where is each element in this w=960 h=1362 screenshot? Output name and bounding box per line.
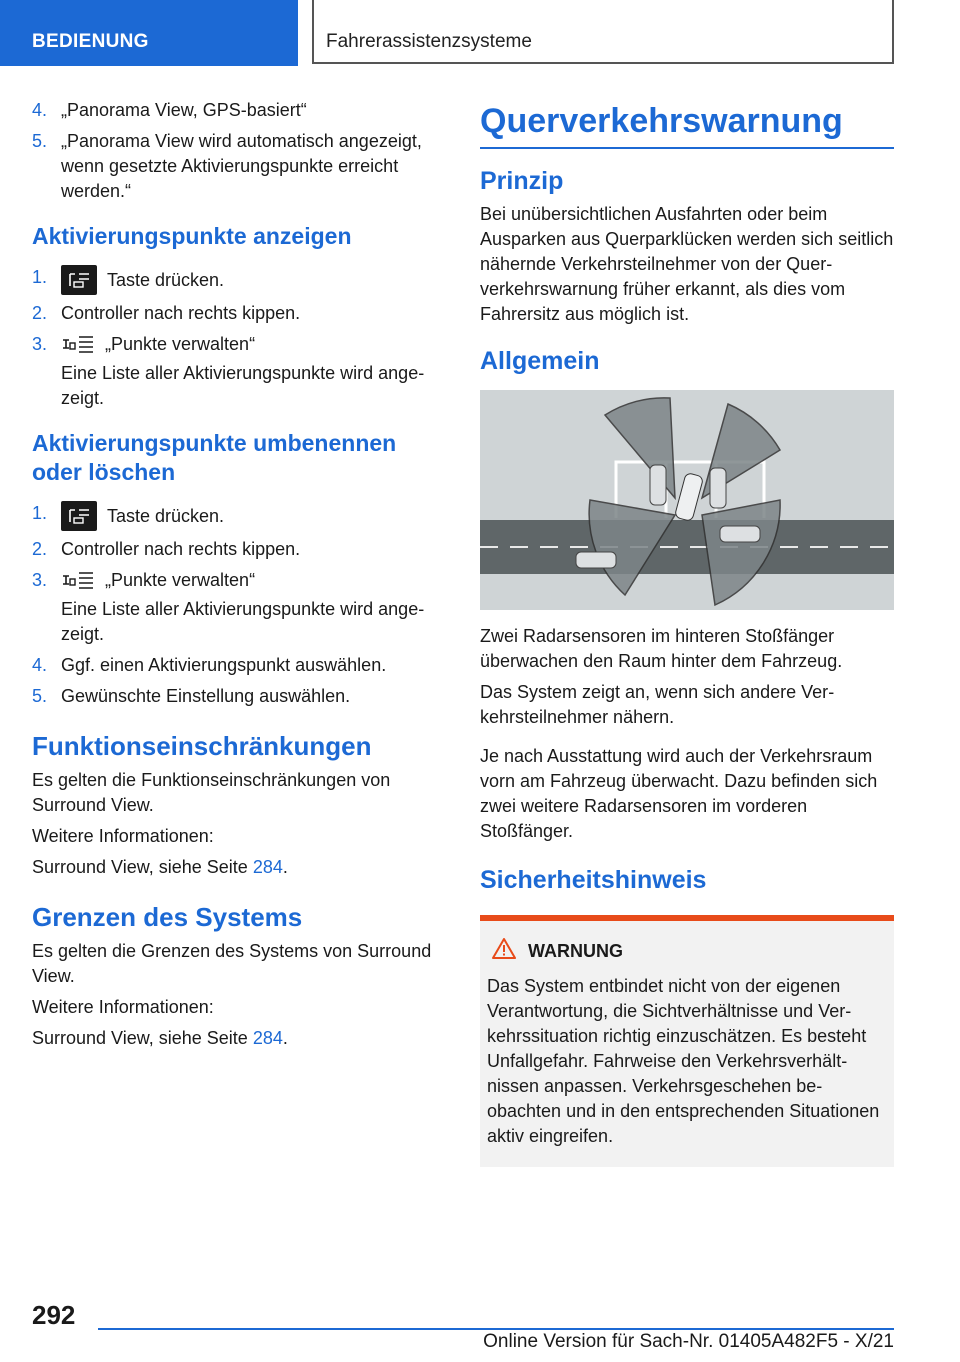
list-item	[32, 98, 446, 123]
list-text: „Panorama View, GPS-basiert“	[61, 100, 307, 120]
nav-button-icon	[61, 501, 97, 531]
list-text: „Punkte verwalten“	[105, 334, 256, 354]
section-tab: BEDIENUNG	[0, 0, 298, 66]
list-number: 5.	[32, 131, 48, 151]
list-text: „Punkte verwalten“	[105, 570, 256, 590]
list-number: 5.	[32, 686, 48, 706]
paragraph: Je nach Ausstattung wird auch der Verkehrsraum vorn am Fahrzeug überwacht. Dazu befinden sich zwei weitere Radarsensoren im vorderen Stoßfänger.	[480, 746, 878, 841]
page-title: Querverkehrswarnung	[480, 98, 894, 149]
list-number: 1.	[32, 503, 48, 523]
list-item	[32, 265, 446, 295]
cross-traffic-illustration	[480, 390, 894, 610]
chapter-title: Fahrerassistenzsysteme	[312, 0, 894, 64]
list-text: Gewünschte Einstellung auswählen.	[61, 686, 351, 706]
list-item	[32, 684, 446, 709]
paragraph: Weitere Informationen:	[32, 997, 214, 1017]
list-item	[32, 537, 446, 562]
list-item	[32, 653, 446, 678]
warning-triangle-icon	[492, 937, 516, 966]
paragraph: Es gelten die Grenzen des Systems von Surround View.	[32, 941, 432, 986]
manage-points-icon	[61, 334, 95, 361]
list-subtext: Eine Liste aller Aktivierungspunkte wird angezeigt.	[61, 363, 425, 408]
list-item	[32, 301, 446, 326]
warning-title: WARNUNG	[528, 941, 623, 961]
list-item	[32, 568, 446, 647]
heading-rename-points: Aktivierungspunkte umbenennen oder löschen	[32, 430, 397, 485]
manage-points-icon	[61, 570, 95, 597]
list-number: 2.	[32, 303, 48, 323]
list-item	[32, 332, 446, 411]
cross-reference: Surround View, siehe Seite 284.	[32, 857, 288, 877]
list-item	[32, 501, 446, 531]
list-number: 4.	[32, 655, 48, 675]
list-text: „Panorama View wird automatisch angezeigt, wenn gesetzte Aktivierungspunkte erreicht werden.“	[61, 131, 422, 201]
heading-principle: Prinzip	[480, 167, 564, 195]
page-link[interactable]: 284	[252, 857, 283, 877]
heading-general: Allgemein	[480, 347, 600, 375]
list-subtext: Eine Liste aller Aktivierungspunkte wird angezeigt.	[61, 599, 425, 644]
paragraph: Weitere Informationen:	[32, 826, 214, 846]
footer-divider	[98, 1328, 894, 1330]
paragraph: Es gelten die Funktionseinschränkungen von Surround View.	[32, 770, 391, 815]
cross-reference: Surround View, siehe Seite 284.	[32, 1028, 288, 1048]
list-number: 2.	[32, 539, 48, 559]
warning-box	[480, 915, 894, 1167]
list-item	[32, 129, 446, 204]
heading-safety: Sicherheitshinweis	[480, 866, 707, 894]
paragraph: Das System zeigt an, wenn sich andere Verkehrsteilnehmer nähern.	[480, 682, 835, 727]
nav-button-icon	[61, 265, 97, 295]
list-text: Controller nach rechts kippen.	[61, 303, 301, 323]
list-number: 3.	[32, 334, 48, 354]
heading-show-points: Aktivierungspunkte anzeigen	[32, 223, 352, 249]
heading-function-limits: Funktionseinschränkungen	[32, 731, 372, 761]
footer-text: Online Version für Sach-Nr. 01405A482F5 - X/21	[483, 1331, 894, 1352]
right-column	[480, 98, 894, 1167]
list-number: 1.	[32, 267, 48, 287]
page-link[interactable]: 284	[252, 1028, 283, 1048]
list-text: Taste drücken.	[107, 506, 225, 526]
left-column	[32, 98, 446, 1057]
page-number: 292	[32, 1300, 76, 1330]
list-text: Taste drücken.	[107, 270, 225, 290]
paragraph: Zwei Radarsensoren im hinteren Stoßfänger überwachen den Raum hinter dem Fahrzeug.	[480, 626, 843, 671]
list-text: Ggf. einen Aktivierungspunkt auswählen.	[61, 655, 387, 675]
warning-text: Das System entbindet nicht von der eigenen Verantwortung, die Sichtverhältnisse und Verkehrssituation richtig einzuschätzen. Es besteht Unfallgefahr. Fahrweise den Verkehrsverhältnissen anpassen. Verkehrsgeschehen beobachten und in den entsprechenden Situationen aktiv eingreifen.	[487, 976, 880, 1146]
list-number: 4.	[32, 100, 48, 120]
list-number: 3.	[32, 570, 48, 590]
heading-system-limits: Grenzen des Systems	[32, 902, 303, 932]
list-text: Controller nach rechts kippen.	[61, 539, 301, 559]
paragraph: Bei unübersichtlichen Ausfahrten oder beim Ausparken aus Querparklücken werden sich seitlich nähernde Verkehrsteilnehmer von der Querverkehrswarnung früher erkannt, als dies vom Fahrersitz aus möglich ist.	[480, 204, 894, 324]
